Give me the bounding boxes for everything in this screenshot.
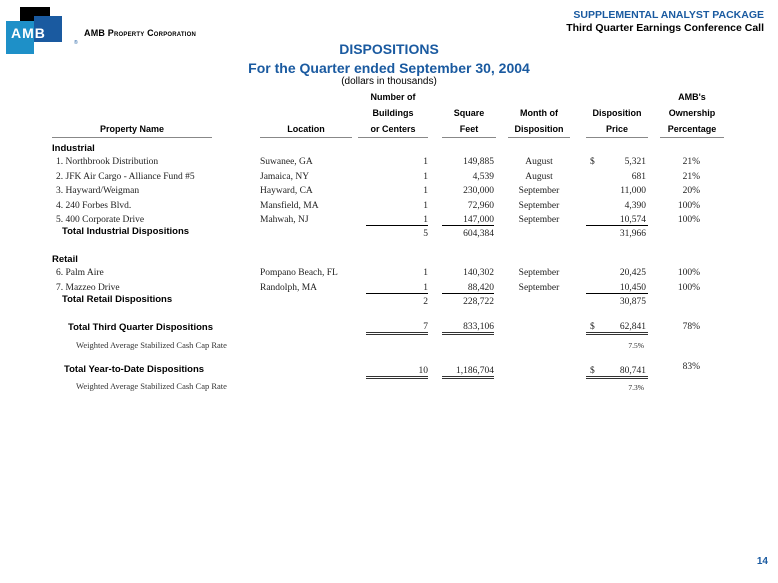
col-header-property-text: Property Name [52, 121, 212, 138]
col-header-buildings-l1: Number of [370, 92, 416, 102]
square-feet: 149,885 [463, 157, 494, 167]
section-retail: Retail [52, 254, 78, 265]
disposition-month: August [525, 157, 553, 167]
square-feet: 4,539 [472, 171, 494, 182]
buildings-count: 1 [423, 200, 428, 211]
col-header-location [260, 121, 352, 138]
buildings-count: 1 [423, 171, 428, 182]
ownership-pct: 100% [677, 268, 700, 278]
page-title: DISPOSITIONS [339, 41, 439, 57]
col-header-property [52, 121, 212, 138]
buildings-count: 1 [423, 268, 428, 278]
price-cell [586, 186, 648, 196]
total-quarter-label: Total Third Quarter Dispositions [68, 322, 213, 333]
total-ytd-price-cell [586, 366, 648, 379]
currency-sign: $ [590, 322, 595, 332]
property-name: 7. Mazzeo Drive [56, 282, 120, 293]
total-quarter-pct: 78% [682, 322, 700, 332]
total-retail-sqft: 228,722 [463, 297, 494, 307]
ytd-cap-rate: 7.3% [628, 383, 644, 392]
disposition-month: September [518, 268, 560, 278]
col-header-month-l1: Month of [520, 108, 558, 118]
property-location: Suwanee, GA [260, 157, 313, 167]
square-feet: 147,000 [442, 215, 494, 226]
price-cell [586, 268, 648, 278]
ytd-cap-rate-label: Weighted Average Stabilized Cash Cap Rate [76, 381, 227, 391]
property-location: Randolph, MA [260, 282, 317, 293]
disposition-month: September [518, 186, 560, 196]
total-quarter-buildings: 7 [366, 322, 428, 335]
buildings-count: 1 [423, 186, 428, 196]
property-name: 4. 240 Forbes Blvd. [56, 200, 132, 211]
col-header-buildings [358, 89, 428, 138]
total-ytd-price: 80,741 [619, 366, 646, 376]
price-cell [586, 201, 648, 211]
col-header-price [586, 105, 648, 138]
square-feet: 140,302 [463, 268, 494, 278]
col-header-ownership-l3: Percentage [660, 121, 724, 138]
page-number: 14 [756, 556, 768, 567]
total-ytd-sqft: 1,186,704 [442, 366, 494, 379]
total-industrial-buildings: 5 [423, 229, 428, 239]
disposition-month: September [518, 200, 560, 211]
total-retail-price: 30,875 [619, 297, 646, 307]
disposition-month: September [518, 282, 560, 293]
disposition-price: 5,321 [624, 157, 646, 167]
registered-mark: ® [74, 40, 78, 46]
logo-text: AMB [11, 25, 46, 41]
section-industrial: Industrial [52, 143, 95, 154]
total-industrial-price: 31,966 [619, 229, 646, 239]
quarter-cap-rate-label: Weighted Average Stabilized Cash Cap Rate [76, 340, 227, 350]
col-header-location-text: Location [260, 121, 352, 138]
disposition-month: August [525, 171, 553, 182]
property-name: 6. Palm Aire [56, 268, 104, 278]
col-header-month-l2: Disposition [508, 121, 570, 138]
total-quarter-price-cell [586, 322, 648, 335]
disposition-price: 11,000 [620, 186, 646, 196]
ownership-pct: 20% [682, 186, 700, 196]
col-header-month [508, 105, 570, 138]
col-header-sqft [442, 105, 496, 138]
disposition-price: 4,390 [624, 200, 646, 211]
total-retail-buildings: 2 [423, 297, 428, 307]
disposition-price: 10,450 [619, 282, 646, 293]
disposition-price: 681 [631, 171, 646, 182]
total-industrial-sqft: 604,384 [463, 229, 494, 239]
total-quarter-sqft: 833,106 [442, 322, 494, 335]
units-note: (dollars in thousands) [341, 76, 437, 87]
col-header-buildings-l2: Buildings [372, 108, 414, 118]
page-subtitle: For the Quarter ended September 30, 2004 [248, 60, 530, 76]
total-quarter-price: 62,841 [619, 322, 646, 332]
property-location: Pompano Beach, FL [260, 268, 338, 278]
property-location: Mansfield, MA [260, 200, 319, 211]
property-location: Mahwah, NJ [260, 215, 309, 225]
company-name: AMB Property Corporation [84, 28, 197, 38]
col-header-ownership [660, 89, 724, 138]
header-right [566, 9, 764, 34]
col-header-ownership-l2: Ownership [668, 108, 716, 118]
total-ytd-buildings: 10 [366, 366, 428, 379]
disposition-price: 20,425 [619, 268, 646, 278]
ownership-pct: 21% [682, 171, 700, 182]
property-location: Jamaica, NY [260, 171, 310, 182]
property-name: 5. 400 Corporate Drive [56, 215, 145, 225]
disposition-price: 10,574 [619, 215, 646, 225]
col-header-sqft-l2: Feet [442, 121, 496, 138]
col-header-price-l2: Price [586, 121, 648, 138]
square-feet: 88,420 [442, 283, 494, 294]
ownership-pct: 100% [677, 215, 700, 225]
package-title: SUPPLEMENTAL ANALYST PACKAGE [573, 9, 764, 21]
buildings-count: 1 [423, 157, 428, 167]
ownership-pct: 100% [677, 282, 700, 293]
total-industrial-label: Total Industrial Dispositions [62, 226, 190, 237]
property-location: Hayward, CA [260, 186, 313, 196]
currency-sign: $ [590, 366, 595, 376]
total-ytd-label: Total Year-to-Date Dispositions [64, 364, 205, 375]
buildings-count: 1 [366, 215, 428, 226]
col-header-sqft-l1: Square [453, 108, 485, 118]
price-cell [586, 215, 648, 226]
quarter-cap-rate: 7.5% [628, 341, 644, 350]
property-name: 1. Northbrook Distribution [56, 157, 159, 167]
ownership-pct: 21% [682, 157, 700, 167]
currency-sign: $ [590, 157, 595, 167]
buildings-count: 1 [366, 283, 428, 294]
ownership-pct: 100% [677, 200, 700, 211]
col-header-price-l1: Disposition [592, 108, 642, 118]
square-feet: 72,960 [467, 200, 494, 211]
property-name: 2. JFK Air Cargo - Alliance Fund #5 [56, 171, 195, 182]
property-name: 3. Hayward/Weigman [56, 186, 140, 196]
price-cell [586, 283, 648, 294]
square-feet: 230,000 [463, 186, 494, 196]
price-cell [586, 157, 648, 167]
col-header-buildings-l3: or Centers [358, 121, 428, 138]
price-cell [586, 172, 648, 182]
disposition-month: September [518, 215, 560, 225]
total-ytd-pct: 83% [682, 362, 700, 372]
total-retail-label: Total Retail Dispositions [62, 294, 173, 305]
col-header-ownership-l1: AMB's [678, 92, 706, 102]
package-subtitle: Third Quarter Earnings Conference Call [566, 22, 764, 34]
